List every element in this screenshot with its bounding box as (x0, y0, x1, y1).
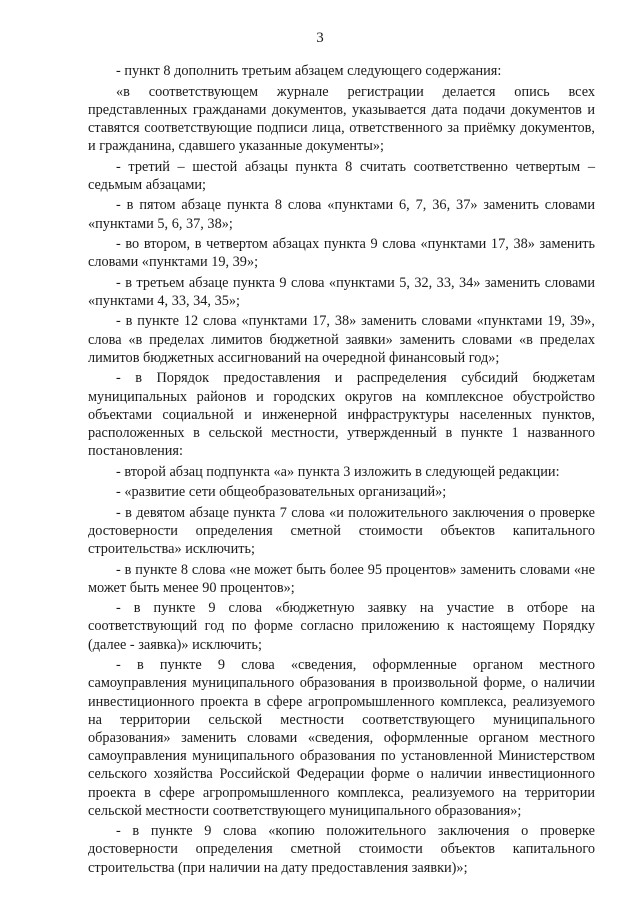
paragraph: - в пункте 9 слова «сведения, оформленные органом местного самоуправления муниципального образования в произвольной форме, о наличии инвестиционного проекта в сфере агропромышленного комплекса, реализуемого на территории сельской местности соответствующего муниципального образования» заменить словами «сведения, оформленные органом местного самоуправления муниципального образования по установленной Министерством сельского хозяйства Российской Федерации форме о наличии инвестиционного проекта в сфере агропромышленного комплекса, реализуемого на территории сельской местности соответствующего муниципального образования»; (88, 657, 595, 819)
page-number: 3 (316, 30, 324, 46)
paragraph: - в пункте 8 слова «не может быть более 95 процентов» заменить словами «не может быть менее 90 процентов»; (88, 561, 595, 596)
document-body (88, 62, 595, 879)
paragraph: - во втором, в четвертом абзацах пункта 9 слова «пунктами 17, 38» заменить словами «пунктами 19, 39»; (88, 236, 595, 271)
paragraph: - в пункте 9 слова «бюджетную заявку на участие в отборе на соответствующий год по форме согласно приложению к настоящему Порядку (далее - заявка)» исключить; (88, 600, 595, 653)
paragraph: - в пункте 12 слова «пунктами 17, 38» заменить словами «пунктами 19, 39», слова «в пределах лимитов бюджетной заявки» заменить словами «в пределах лимитов бюджетных ассигнований на очередной финансовый год»; (88, 313, 595, 366)
paragraph: - второй абзац подпункта «а» пункта 3 изложить в следующей редакции: (116, 463, 560, 480)
paragraph: - в девятом абзаце пункта 7 слова «и положительного заключения о проверке достоверности определения сметной стоимости объектов капитального строительства» исключить; (88, 504, 595, 558)
paragraph: - в пятом абзаце пункта 8 слова «пунктами 6, 7, 36, 37» заменить словами «пунктами 5, 6, 37, 38»; (88, 197, 595, 232)
paragraph: - «развитие сети общеобразовательных организаций»; (116, 484, 447, 501)
paragraph: - в Порядок предоставления и распределения субсидий бюджетам муниципальных районов и городских округов на комплексное обустройство объектами социальной и инженерной инфраструктуры населенных пунктов, расположенных в сельской местности, утвержденный в пункте 1 названного постановления: (88, 370, 595, 460)
paragraph: - в пункте 9 слова «копию положительного заключения о проверке достоверности определения сметной стоимости объектов капитального строительства (при наличии на дату предоставления заявки)»; (88, 823, 595, 876)
paragraph: «в соответствующем журнале регистрации делается опись всех представленных гражданами документов, указывается дата подачи документов и ставятся соответствующие подписи лица, ответственного за приёмку документов, и гражданина, сдавшего указанные документы»; (88, 83, 595, 155)
paragraph: - третий – шестой абзацы пункта 8 считать соответственно четвертым – седьмым абзацами; (88, 158, 595, 193)
paragraph: - пункт 8 дополнить третьим абзацем следующего содержания: (116, 63, 502, 79)
paragraph: - в третьем абзаце пункта 9 слова «пунктами 5, 32, 33, 34» заменить словами «пунктами 4, 33, 34, 35»; (88, 274, 595, 309)
